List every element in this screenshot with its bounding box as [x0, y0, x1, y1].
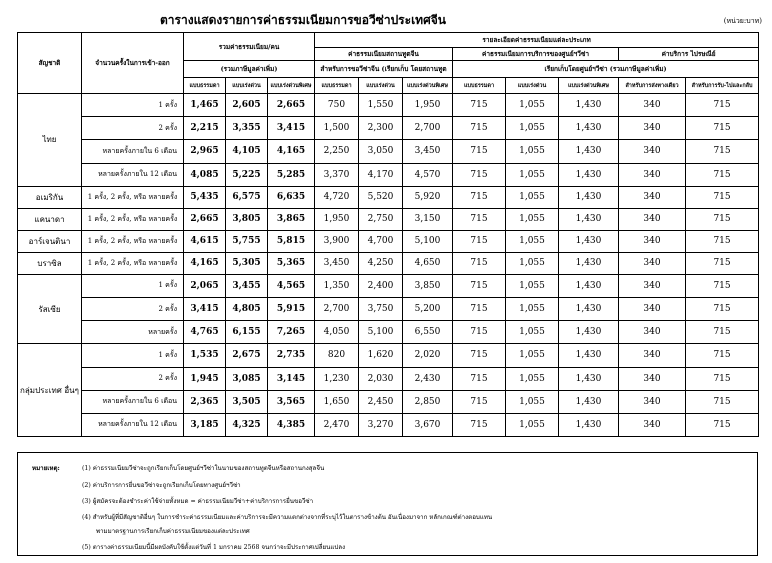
- embassy-cell: 1,620: [359, 344, 403, 367]
- unit-label: (หน่วย:บาท): [723, 17, 762, 25]
- sub-header-return: สำหรับการรับ-ไปและกลับ: [686, 78, 759, 94]
- total-cell: 3,865: [268, 208, 315, 230]
- total-cell: 2,735: [268, 344, 315, 367]
- embassy-cell: 3,450: [403, 140, 453, 163]
- total-cell: 2,365: [184, 390, 226, 413]
- postal-cell: 715: [686, 413, 759, 436]
- total-cell: 2,605: [226, 94, 268, 117]
- table-row: [18, 274, 759, 297]
- nationality-cell: แคนาดา: [18, 208, 82, 230]
- total-cell: 3,455: [226, 274, 268, 297]
- sub-header-express: แบบเร่งด่วน: [506, 78, 559, 94]
- notes-label: หมายเหตุ:: [32, 465, 60, 472]
- note-item: พามมาตรฐานการเรียกเก็บค่าธรรมเนียมของแต่ละประเทศ: [96, 528, 250, 535]
- embassy-cell: 6,550: [403, 321, 453, 344]
- postal-cell: 715: [686, 94, 759, 117]
- entries-cell: หลายครั้งภายใน 6 เดือน: [82, 140, 184, 163]
- embassy-cell: 1,230: [315, 367, 359, 390]
- center-cell: 1,430: [559, 367, 619, 390]
- table-row: [18, 367, 759, 390]
- embassy-cell: 3,050: [359, 140, 403, 163]
- postal-cell: 715: [686, 230, 759, 252]
- embassy-cell: 2,030: [359, 367, 403, 390]
- table-row: [18, 344, 759, 367]
- sub-header-urgent: แบบเร่งด่วนพิเศษ: [268, 78, 315, 94]
- total-cell: 6,635: [268, 186, 315, 208]
- total-cell: 2,065: [184, 274, 226, 297]
- table-row: [18, 186, 759, 208]
- total-cell: 1,535: [184, 344, 226, 367]
- header-visa-fee-note: สำหรับการขอวีซ่าจีน (เรียกเก็บ โดยสถานทูต: [315, 61, 453, 78]
- center-cell: 1,430: [559, 344, 619, 367]
- postal-cell: 340: [619, 390, 686, 413]
- entries-cell: หลายครั้ง: [82, 321, 184, 344]
- nationality-cell: ไทย: [18, 94, 82, 187]
- total-cell: 3,355: [226, 117, 268, 140]
- header-total-per-person: รวมค่าธรรมเนียม/คน: [184, 33, 315, 61]
- embassy-cell: 2,450: [359, 390, 403, 413]
- embassy-cell: 5,100: [403, 230, 453, 252]
- postal-cell: 715: [686, 344, 759, 367]
- center-cell: 1,055: [506, 163, 559, 186]
- total-cell: 1,945: [184, 367, 226, 390]
- center-cell: 1,055: [506, 140, 559, 163]
- total-cell: 2,665: [268, 94, 315, 117]
- center-cell: 715: [453, 390, 506, 413]
- total-cell: 5,915: [268, 297, 315, 320]
- center-cell: 1,055: [506, 413, 559, 436]
- embassy-cell: 4,250: [359, 252, 403, 274]
- embassy-cell: 4,700: [359, 230, 403, 252]
- table-row: [18, 163, 759, 186]
- center-cell: 715: [453, 252, 506, 274]
- entries-cell: 2 ครั้ง: [82, 117, 184, 140]
- total-cell: 7,265: [268, 321, 315, 344]
- note-item: (1) ค่าธรรมเนียมวีซ่าจะถูกเรียกเก็บโดยศูนย์ฯวีซ่าในนามของสถานทูตจีนหรือสถานกงสุลจีน: [82, 465, 325, 472]
- entries-cell: หลายครั้งภายใน 12 เดือน: [82, 413, 184, 436]
- sub-header-urgent: แบบเร่งด่วนพิเศษ: [403, 78, 453, 94]
- total-cell: 5,365: [268, 252, 315, 274]
- postal-cell: 340: [619, 230, 686, 252]
- table-row: [18, 117, 759, 140]
- fee-table-body: [18, 94, 759, 437]
- center-cell: 1,430: [559, 252, 619, 274]
- embassy-cell: 2,850: [403, 390, 453, 413]
- embassy-cell: 5,520: [359, 186, 403, 208]
- center-cell: 1,430: [559, 297, 619, 320]
- postal-cell: 340: [619, 274, 686, 297]
- nationality-cell: รัสเซีย: [18, 274, 82, 344]
- center-cell: 1,055: [506, 297, 559, 320]
- total-cell: 2,665: [184, 208, 226, 230]
- embassy-cell: 2,700: [403, 117, 453, 140]
- total-cell: 3,415: [184, 297, 226, 320]
- postal-cell: 340: [619, 94, 686, 117]
- center-cell: 1,055: [506, 94, 559, 117]
- center-cell: 1,055: [506, 208, 559, 230]
- notes-box: [17, 452, 758, 556]
- entries-cell: หลายครั้งภายใน 6 เดือน: [82, 390, 184, 413]
- postal-cell: 715: [686, 208, 759, 230]
- entries-cell: 1 ครั้ง, 2 ครั้ง, หรือ หลายครั้ง: [82, 186, 184, 208]
- embassy-cell: 2,300: [359, 117, 403, 140]
- center-cell: 715: [453, 208, 506, 230]
- postal-cell: 715: [686, 117, 759, 140]
- entries-cell: 1 ครั้ง: [82, 274, 184, 297]
- header-detail: รายละเอียดค่าธรรมเนียมแต่ละประเภท: [315, 33, 759, 48]
- postal-cell: 340: [619, 367, 686, 390]
- center-cell: 715: [453, 163, 506, 186]
- embassy-cell: 4,170: [359, 163, 403, 186]
- postal-cell: 340: [619, 117, 686, 140]
- center-cell: 1,055: [506, 117, 559, 140]
- embassy-cell: 4,720: [315, 186, 359, 208]
- embassy-cell: 3,850: [403, 274, 453, 297]
- center-cell: 1,055: [506, 274, 559, 297]
- total-cell: 4,385: [268, 413, 315, 436]
- nationality-cell: อเมริกัน: [18, 186, 82, 208]
- total-cell: 5,435: [184, 186, 226, 208]
- table-row: [18, 297, 759, 320]
- center-cell: 1,430: [559, 390, 619, 413]
- embassy-cell: 2,470: [315, 413, 359, 436]
- nationality-cell: บราซิล: [18, 252, 82, 274]
- embassy-cell: 1,500: [315, 117, 359, 140]
- embassy-cell: 2,020: [403, 344, 453, 367]
- center-cell: 1,055: [506, 321, 559, 344]
- center-cell: 715: [453, 367, 506, 390]
- total-cell: 5,305: [226, 252, 268, 274]
- center-cell: 715: [453, 94, 506, 117]
- total-cell: 6,155: [226, 321, 268, 344]
- sub-header-regular: แบบธรรมดา: [453, 78, 506, 94]
- sub-header-regular: แบบธรรมดา: [184, 78, 226, 94]
- embassy-cell: 4,650: [403, 252, 453, 274]
- total-cell: 5,815: [268, 230, 315, 252]
- center-cell: 715: [453, 230, 506, 252]
- header-service-center-fee: ค่าธรรมเนียมการบริการของศูนย์ฯวีซ่า: [453, 48, 619, 61]
- center-cell: 715: [453, 117, 506, 140]
- header-nationality: สัญชาติ: [18, 33, 82, 94]
- header-row-1: [18, 33, 759, 48]
- embassy-cell: 4,570: [403, 163, 453, 186]
- postal-cell: 340: [619, 297, 686, 320]
- note-item: (4) สำหรับผู้ที่มีสัญชาติอื่นๆ ในการชำระค่าธรรมเนียมและค่าบริการจะมีความแตกต่างจากที่ระบุไว้ในตารางข้างต้น อันเนื่องมาจาก หลักเกณฑ์ต่างตอบแทน: [82, 514, 493, 521]
- header-embassy-fee: ค่าธรรมเนียมสถานทูตจีน: [315, 48, 453, 61]
- center-cell: 715: [453, 321, 506, 344]
- entries-cell: 1 ครั้ง, 2 ครั้ง, หรือ หลายครั้ง: [82, 252, 184, 274]
- sub-header-express: แบบเร่งด่วน: [359, 78, 403, 94]
- entries-cell: 2 ครั้ง: [82, 367, 184, 390]
- table-row: [18, 230, 759, 252]
- embassy-cell: 3,270: [359, 413, 403, 436]
- header-optional-fee: ค่าบริการ ไปรษณีย์: [619, 48, 759, 61]
- sub-header-urgent: แบบเร่งด่วนพิเศษ: [559, 78, 619, 94]
- embassy-cell: 1,950: [403, 94, 453, 117]
- center-cell: 715: [453, 344, 506, 367]
- total-cell: 3,415: [268, 117, 315, 140]
- postal-cell: 715: [686, 140, 759, 163]
- embassy-cell: 2,750: [359, 208, 403, 230]
- total-cell: 4,805: [226, 297, 268, 320]
- nationality-cell: อาร์เจนตินา: [18, 230, 82, 252]
- total-cell: 5,755: [226, 230, 268, 252]
- total-cell: 2,215: [184, 117, 226, 140]
- center-cell: 715: [453, 274, 506, 297]
- note-item: (5) ตารางค่าธรรมเนียมนี้มีผลบังคับใช้ตั้งแต่วันที่ 1 มกราคม 2568 จนกว่าจะมีประกาศเปลี่ยนแปลง: [82, 544, 346, 551]
- total-cell: 2,675: [226, 344, 268, 367]
- embassy-cell: 3,370: [315, 163, 359, 186]
- center-cell: 1,430: [559, 230, 619, 252]
- header-entries: จำนวนครั้งในการเข้า-ออก: [82, 33, 184, 94]
- embassy-cell: 5,100: [359, 321, 403, 344]
- header-total-incl-vat: (รวมภาษีมูลค่าเพิ่ม): [184, 61, 315, 78]
- center-cell: 1,430: [559, 413, 619, 436]
- sub-header-regular: แบบธรรมดา: [315, 78, 359, 94]
- embassy-cell: 1,550: [359, 94, 403, 117]
- total-cell: 1,465: [184, 94, 226, 117]
- embassy-cell: 3,150: [403, 208, 453, 230]
- embassy-cell: 2,430: [403, 367, 453, 390]
- note-item: (3) ผู้สมัครจะต้องชำระค่าใช้จ่ายทั้งหมด = ค่าธรรมเนียมวีซ่า+ค่าบริการการยื่นขอวีซ่า: [82, 498, 314, 505]
- table-row: [18, 413, 759, 436]
- embassy-cell: 2,700: [315, 297, 359, 320]
- postal-cell: 340: [619, 344, 686, 367]
- center-cell: 1,430: [559, 321, 619, 344]
- postal-cell: 340: [619, 186, 686, 208]
- center-cell: 1,430: [559, 163, 619, 186]
- total-cell: 4,615: [184, 230, 226, 252]
- embassy-cell: 3,750: [359, 297, 403, 320]
- total-cell: 3,145: [268, 367, 315, 390]
- postal-cell: 715: [686, 321, 759, 344]
- note-item: (2) ค่าบริการการยื่นขอวีซ่าจะถูกเรียกเก็บโดยทางศูนย์ฯวีซ่า: [82, 482, 241, 489]
- nationality-cell: กลุ่มประเทศ อื่นๆ: [18, 344, 82, 437]
- postal-cell: 715: [686, 297, 759, 320]
- postal-cell: 340: [619, 252, 686, 274]
- entries-cell: 1 ครั้ง: [82, 94, 184, 117]
- total-cell: 3,185: [184, 413, 226, 436]
- postal-cell: 340: [619, 163, 686, 186]
- postal-cell: 340: [619, 413, 686, 436]
- postal-cell: 715: [686, 274, 759, 297]
- embassy-cell: 1,650: [315, 390, 359, 413]
- postal-cell: 340: [619, 208, 686, 230]
- page-title: ตารางแสดงรายการค่าธรรมเนียมการขอวีซ่าประเทศจีน: [160, 13, 446, 27]
- center-cell: 1,055: [506, 390, 559, 413]
- embassy-cell: 2,400: [359, 274, 403, 297]
- embassy-cell: 820: [315, 344, 359, 367]
- center-cell: 715: [453, 186, 506, 208]
- center-cell: 1,430: [559, 140, 619, 163]
- table-row: [18, 390, 759, 413]
- entries-cell: 1 ครั้ง, 2 ครั้ง, หรือ หลายครั้ง: [82, 230, 184, 252]
- postal-cell: 340: [619, 321, 686, 344]
- header-center-collect-note: เรียกเก็บโดยศูนย์ฯวีซ่า (รวมภาษีมูลค่าเพิ่ม): [453, 61, 759, 78]
- embassy-cell: 2,250: [315, 140, 359, 163]
- center-cell: 1,055: [506, 344, 559, 367]
- table-row: [18, 140, 759, 163]
- center-cell: 1,055: [506, 186, 559, 208]
- center-cell: 1,430: [559, 186, 619, 208]
- sub-header-express: แบบเร่งด่วน: [226, 78, 268, 94]
- embassy-cell: 5,200: [403, 297, 453, 320]
- center-cell: 1,430: [559, 117, 619, 140]
- total-cell: 4,105: [226, 140, 268, 163]
- center-cell: 1,055: [506, 230, 559, 252]
- total-cell: 5,225: [226, 163, 268, 186]
- total-cell: 5,285: [268, 163, 315, 186]
- total-cell: 2,965: [184, 140, 226, 163]
- total-cell: 3,805: [226, 208, 268, 230]
- total-cell: 4,565: [268, 274, 315, 297]
- total-cell: 6,575: [226, 186, 268, 208]
- table-row: [18, 252, 759, 274]
- center-cell: 1,430: [559, 274, 619, 297]
- entries-cell: 1 ครั้ง: [82, 344, 184, 367]
- table-row: [18, 208, 759, 230]
- postal-cell: 715: [686, 252, 759, 274]
- total-cell: 4,765: [184, 321, 226, 344]
- table-row: [18, 321, 759, 344]
- postal-cell: 715: [686, 186, 759, 208]
- embassy-cell: 1,350: [315, 274, 359, 297]
- total-cell: 3,085: [226, 367, 268, 390]
- entries-cell: หลายครั้งภายใน 12 เดือน: [82, 163, 184, 186]
- total-cell: 4,085: [184, 163, 226, 186]
- postal-cell: 715: [686, 367, 759, 390]
- embassy-cell: 3,900: [315, 230, 359, 252]
- total-cell: 4,165: [184, 252, 226, 274]
- table-row: [18, 94, 759, 117]
- sub-header-one-way: สำหรับการส่งทางเดียว: [619, 78, 686, 94]
- total-cell: 3,505: [226, 390, 268, 413]
- embassy-cell: 5,920: [403, 186, 453, 208]
- embassy-cell: 3,670: [403, 413, 453, 436]
- embassy-cell: 3,450: [315, 252, 359, 274]
- postal-cell: 715: [686, 163, 759, 186]
- embassy-cell: 750: [315, 94, 359, 117]
- center-cell: 1,055: [506, 367, 559, 390]
- total-cell: 4,165: [268, 140, 315, 163]
- center-cell: 1,430: [559, 208, 619, 230]
- center-cell: 715: [453, 297, 506, 320]
- center-cell: 1,055: [506, 252, 559, 274]
- embassy-cell: 1,950: [315, 208, 359, 230]
- total-cell: 4,325: [226, 413, 268, 436]
- fee-table: [17, 32, 759, 437]
- total-cell: 3,565: [268, 390, 315, 413]
- center-cell: 715: [453, 413, 506, 436]
- embassy-cell: 4,050: [315, 321, 359, 344]
- entries-cell: 1 ครั้ง, 2 ครั้ง, หรือ หลายครั้ง: [82, 208, 184, 230]
- center-cell: 715: [453, 140, 506, 163]
- postal-cell: 340: [619, 140, 686, 163]
- center-cell: 1,430: [559, 94, 619, 117]
- postal-cell: 715: [686, 390, 759, 413]
- entries-cell: 2 ครั้ง: [82, 297, 184, 320]
